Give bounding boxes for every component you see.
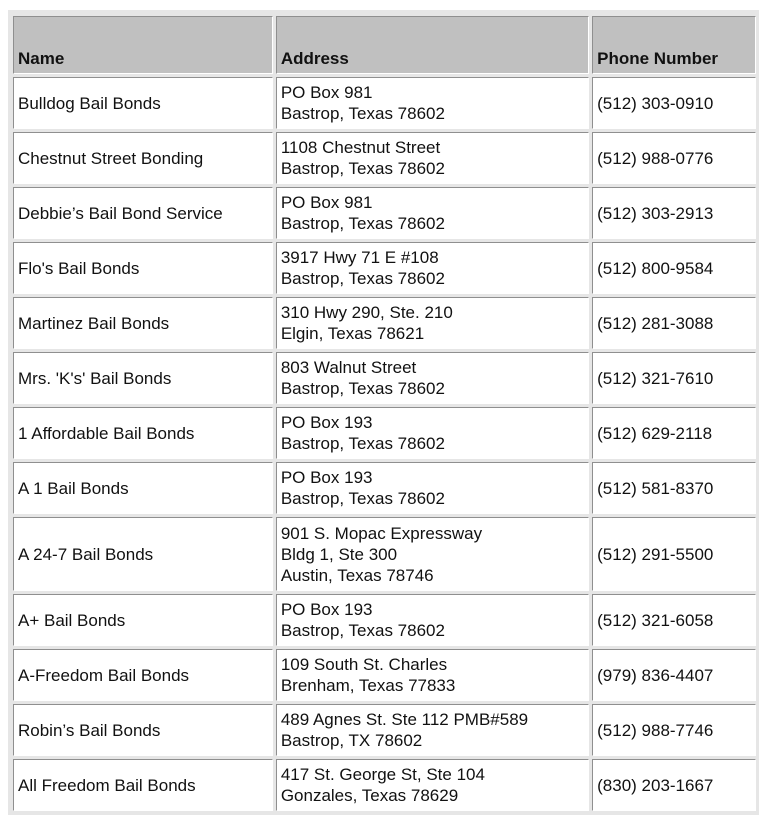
address-line: PO Box 193 (280, 600, 373, 619)
address-line: 489 Agnes St. Ste 112 PMB#589 (280, 710, 529, 729)
column-header-address: Address (276, 16, 589, 74)
table-row (13, 187, 756, 239)
address-line: PO Box 193 (280, 413, 373, 432)
column-header-phone: Phone Number (592, 16, 756, 74)
table-row (13, 517, 756, 591)
address-line: Bastrop, Texas 78602 (280, 104, 445, 123)
table-row (13, 77, 756, 129)
cell-address (276, 704, 589, 756)
address-line: Bastrop, Texas 78602 (280, 159, 445, 178)
cell-name: Flo's Bail Bonds (13, 242, 273, 294)
cell-phone: (512) 988-7746 (592, 704, 756, 756)
cell-phone: (512) 321-7610 (592, 352, 756, 404)
cell-phone: (512) 581-8370 (592, 462, 756, 514)
address-line: PO Box 193 (280, 468, 373, 487)
address-line: Elgin, Texas 78621 (280, 324, 425, 343)
table-row (13, 649, 756, 701)
column-header-name: Name (13, 16, 273, 74)
table-row (13, 352, 756, 404)
cell-name: A 1 Bail Bonds (13, 462, 273, 514)
cell-address (276, 352, 589, 404)
table-row (13, 594, 756, 646)
table-row (13, 132, 756, 184)
address-line: 803 Walnut Street (280, 358, 417, 377)
address-line: Bastrop, Texas 78602 (280, 489, 445, 508)
cell-name: Robin’s Bail Bonds (13, 704, 273, 756)
table-body (13, 77, 756, 811)
cell-address (276, 187, 589, 239)
address-line: Gonzales, Texas 78629 (280, 786, 459, 805)
address-line: Bastrop, Texas 78602 (280, 379, 445, 398)
cell-address (276, 242, 589, 294)
cell-name: Mrs. 'K's' Bail Bonds (13, 352, 273, 404)
address-line: 1108 Chestnut Street (280, 138, 441, 157)
cell-name: 1 Affordable Bail Bonds (13, 407, 273, 459)
table-row (13, 407, 756, 459)
table-row (13, 297, 756, 349)
cell-phone: (512) 281-3088 (592, 297, 756, 349)
cell-phone: (512) 321-6058 (592, 594, 756, 646)
cell-name: A-Freedom Bail Bonds (13, 649, 273, 701)
table-row (13, 462, 756, 514)
header-row (13, 16, 756, 74)
cell-name: Debbie’s Bail Bond Service (13, 187, 273, 239)
address-line: 109 South St. Charles (280, 655, 448, 674)
cell-address (276, 594, 589, 646)
cell-address (276, 132, 589, 184)
bail-bonds-table (10, 13, 759, 814)
cell-phone: (512) 291-5500 (592, 517, 756, 591)
cell-address (276, 462, 589, 514)
cell-address (276, 407, 589, 459)
cell-name: A 24-7 Bail Bonds (13, 517, 273, 591)
address-line: Bldg 1, Ste 300 (280, 544, 398, 564)
table-row (13, 242, 756, 294)
address-line: Bastrop, Texas 78602 (280, 434, 445, 453)
address-line: Bastrop, Texas 78602 (280, 269, 445, 288)
address-line: 901 S. Mopac Expressway (280, 523, 483, 543)
address-line: Bastrop, Texas 78602 (280, 214, 445, 233)
cell-address (276, 517, 589, 591)
cell-name: A+ Bail Bonds (13, 594, 273, 646)
address-line: 3917 Hwy 71 E #108 (280, 248, 439, 267)
cell-phone: (512) 988-0776 (592, 132, 756, 184)
cell-phone: (512) 303-2913 (592, 187, 756, 239)
cell-address (276, 759, 589, 811)
table-row (13, 759, 756, 811)
cell-address (276, 297, 589, 349)
address-line: Bastrop, Texas 78602 (280, 621, 445, 640)
address-line: Bastrop, TX 78602 (280, 731, 423, 750)
cell-name: All Freedom Bail Bonds (13, 759, 273, 811)
address-line: PO Box 981 (280, 193, 373, 212)
cell-phone: (979) 836-4407 (592, 649, 756, 701)
cell-address (276, 649, 589, 701)
address-line: Austin, Texas 78746 (280, 565, 434, 585)
address-line: Brenham, Texas 77833 (280, 676, 456, 695)
address-line: 310 Hwy 290, Ste. 210 (280, 303, 453, 322)
cell-phone: (830) 203-1667 (592, 759, 756, 811)
cell-phone: (512) 303-0910 (592, 77, 756, 129)
cell-phone: (512) 800-9584 (592, 242, 756, 294)
cell-name: Bulldog Bail Bonds (13, 77, 273, 129)
cell-name: Martinez Bail Bonds (13, 297, 273, 349)
cell-phone: (512) 629-2118 (592, 407, 756, 459)
cell-name: Chestnut Street Bonding (13, 132, 273, 184)
address-line: 417 St. George St, Ste 104 (280, 765, 485, 784)
table-frame (8, 10, 759, 815)
address-line: PO Box 981 (280, 83, 373, 102)
table-row (13, 704, 756, 756)
cell-address (276, 77, 589, 129)
